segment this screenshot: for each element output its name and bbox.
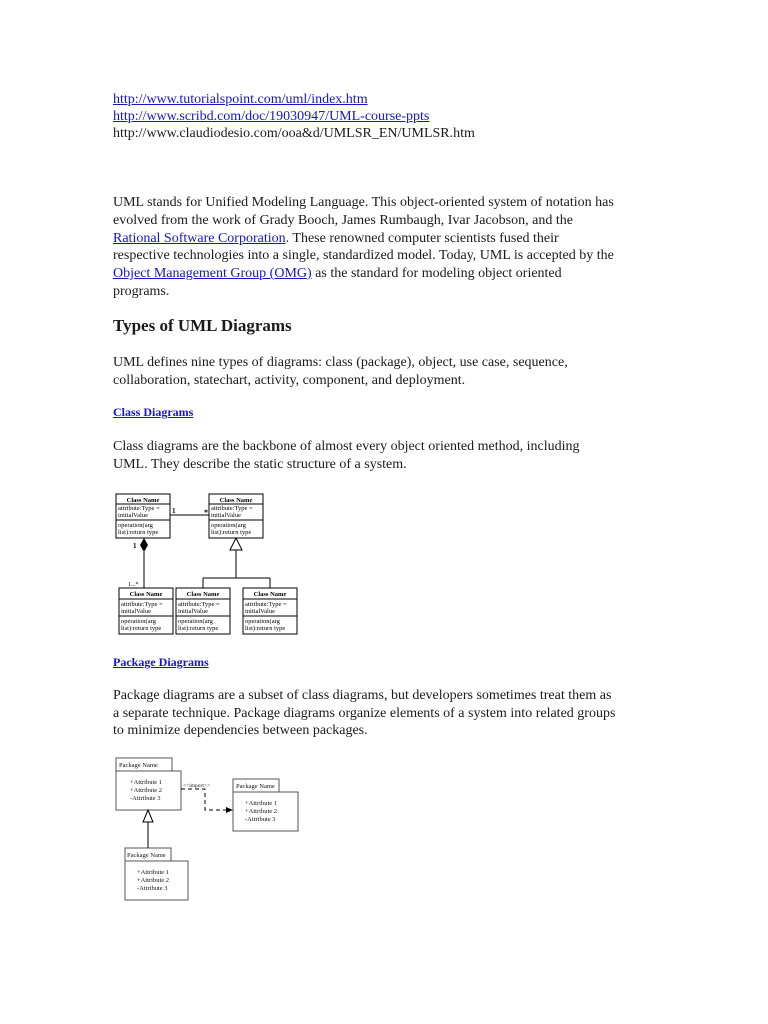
intro-line-2: evolved from the work of Grady Booch, James Rumbaugh, Ivar Jacobson, and the <box>113 213 573 228</box>
class-attr: initialValue <box>121 608 151 615</box>
class-text-line-2: UML. They describe the static structure of a system. <box>113 457 407 472</box>
intro-line-1: UML stands for Unified Modeling Language. This object-oriented system of notation has <box>113 195 614 210</box>
class-attr: attribute:Type = <box>118 505 160 512</box>
package-name-2: Package Name <box>236 783 275 790</box>
class-diagrams-link[interactable]: Class Diagrams <box>113 405 194 419</box>
import-arrow-head <box>226 807 233 813</box>
multiplicity-one-many: 1...* <box>128 582 139 588</box>
class-attr: attribute:Type = <box>178 601 220 608</box>
package-diagram-figure <box>110 752 310 907</box>
package-attr: -Attribute 3 <box>137 885 168 892</box>
package-attr: +Attribute 2 <box>245 808 278 815</box>
class-attr: initialValue <box>211 512 241 519</box>
package-diagrams-heading[interactable] <box>113 655 209 670</box>
package-attr: +Attribute 1 <box>137 869 170 876</box>
class-text-line-1: Class diagrams are the backbone of almost every object oriented method, including <box>113 439 580 454</box>
import-label: <<import>> <box>183 783 211 789</box>
package-text-line-2: a separate technique. Package diagrams organize elements of a system into related groups <box>113 706 616 721</box>
class-op: operation(arg <box>121 618 156 625</box>
package-attr: +Attribute 2 <box>137 877 170 884</box>
package-attr: +Attribute 2 <box>130 787 163 794</box>
types-line-2: collaboration, statechart, activity, component, and deployment. <box>113 373 466 388</box>
composition-diamond <box>140 538 148 552</box>
class-op: list):return type <box>121 625 162 632</box>
types-line-1: UML defines nine types of diagrams: class (package), object, use case, sequence, <box>113 355 568 370</box>
multiplicity-one: 1 <box>172 507 176 515</box>
scribd-link[interactable]: http://www.scribd.com/doc/19030947/UML-course-ppts <box>113 109 430 124</box>
package-attr: +Attribute 1 <box>245 800 278 807</box>
package-text-line-3: to minimize dependencies between packages. <box>113 723 368 738</box>
class-attr: attribute:Type = <box>245 601 287 608</box>
class-op: operation(arg <box>211 522 246 529</box>
rational-software-link[interactable]: Rational Software Corporation <box>113 231 286 246</box>
multiplicity-one-top: 1 <box>133 542 137 550</box>
class-op: operation(arg <box>118 522 153 529</box>
intro-line-5 <box>113 265 562 283</box>
class-attr: initialValue <box>178 608 208 615</box>
class-attr: initialValue <box>245 608 275 615</box>
intro-line-6: programs. <box>113 284 170 299</box>
reference-url-3: http://www.claudiodesio.com/ooa&d/UMLSR_EN/UMLSR.htm <box>113 126 475 141</box>
class-op: list):return type <box>245 625 286 632</box>
package-diagrams-link[interactable]: Package Diagrams <box>113 655 209 669</box>
class-attr: attribute:Type = <box>121 601 163 608</box>
class-op: list):return type <box>178 625 219 632</box>
package-name-1: Package Name <box>119 762 158 769</box>
intro-line-4: respective technologies into a single, standardized model. Today, UML is accepted by the <box>113 248 614 263</box>
class-title-5: Class Name <box>253 591 287 598</box>
multiplicity-many: * <box>204 508 208 517</box>
tutorialspoint-link[interactable]: http://www.tutorialspoint.com/uml/index.htm <box>113 92 368 107</box>
package-attr: -Attribute 3 <box>245 816 276 823</box>
package-name-3: Package Name <box>127 852 166 859</box>
class-attr: attribute:Type = <box>211 505 253 512</box>
generalization-triangle <box>143 810 153 822</box>
intro-line-3-rest: . These renowned computer scientists fused their <box>285 231 559 246</box>
class-op: operation(arg <box>245 618 280 625</box>
intro-line-5-rest: as the standard for modeling object oriented <box>311 266 562 281</box>
import-dependency-line <box>181 789 228 810</box>
inheritance-triangle <box>230 538 242 550</box>
class-title-3: Class Name <box>129 591 163 598</box>
class-diagram-figure <box>110 488 310 638</box>
class-title-2: Class Name <box>219 497 253 504</box>
intro-line-3 <box>113 230 559 248</box>
class-diagrams-heading[interactable] <box>113 405 193 420</box>
class-op: list):return type <box>118 529 159 536</box>
reference-link-1[interactable] <box>113 91 368 109</box>
reference-link-2[interactable] <box>113 108 429 126</box>
class-title-4: Class Name <box>186 591 220 598</box>
class-op: operation(arg <box>178 618 213 625</box>
class-attr: initialValue <box>118 512 148 519</box>
class-op: list):return type <box>211 529 252 536</box>
class-title-1: Class Name <box>126 497 160 504</box>
package-text-line-1: Package diagrams are a subset of class diagrams, but developers sometimes treat them as <box>113 688 612 703</box>
package-attr: -Attribute 3 <box>130 795 161 802</box>
omg-link[interactable]: Object Management Group (OMG) <box>113 266 312 281</box>
package-attr: +Attribute 1 <box>130 779 163 786</box>
types-heading: Types of UML Diagrams <box>113 316 292 335</box>
